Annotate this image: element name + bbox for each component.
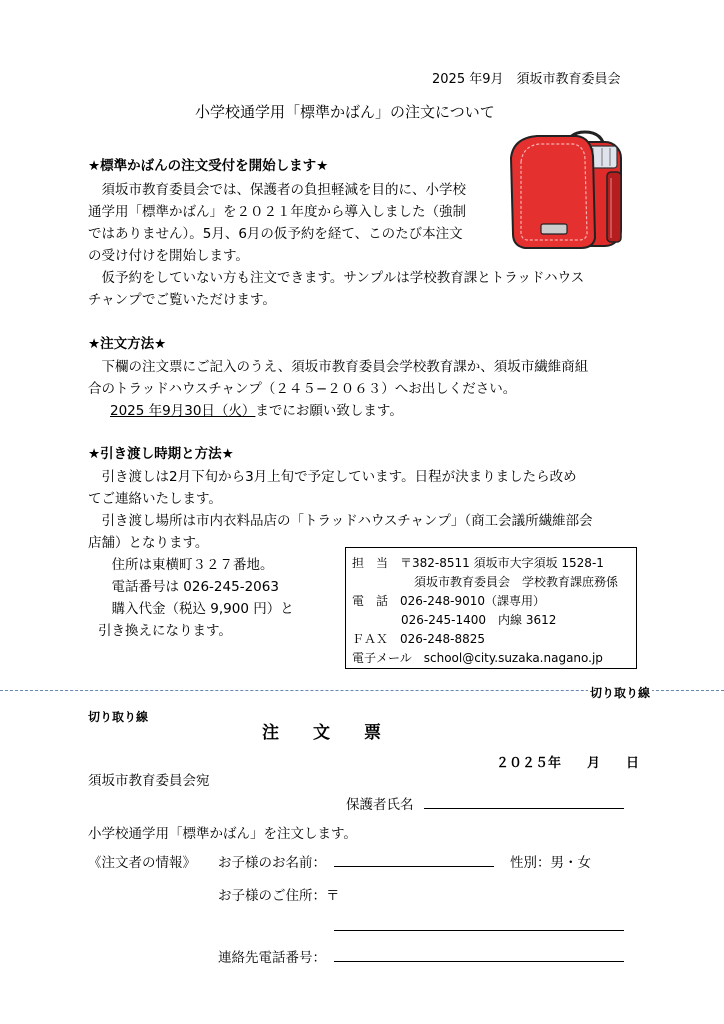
deadline-suffix: までにお願い致します。: [255, 403, 403, 419]
contact-box: [345, 547, 637, 669]
contact-phone-label: 連絡先電話番号：: [218, 950, 326, 966]
paragraph-line: 通学用「標準かばん」を２０２１年度から導入しました（強制: [88, 204, 466, 220]
contact-person: 担 当 〒382-8511 須坂市大字須坂 1528-1: [352, 556, 604, 570]
paragraph-line: ではありません）。5月、6月の仮予約を経て、このたび本注文: [88, 226, 463, 242]
contact-fax: ＦＡＸ 026-248-8825: [352, 632, 486, 646]
child-name-label: お子様のお名前：: [218, 855, 326, 871]
child-address-label: お子様のご住所：〒: [218, 888, 340, 904]
contact-phone-2: 026-245-1400 内線 3612: [401, 613, 557, 627]
section-heading-delivery: ★引き渡し時期と方法★: [88, 446, 234, 462]
paragraph-line: てご連絡いたします。: [88, 491, 222, 507]
paragraph-line: 店舗）となります。: [88, 535, 209, 551]
paragraph-line: 引き渡し場所は市内衣料品店の「トラッドハウスチャンプ」（商工会議所繊維部会: [88, 513, 593, 529]
cut-label-right: 切り取り線: [590, 686, 651, 700]
paragraph-line: 仮予約をしていない方も注文できます。サンプルは学校教育課とトラッドハウス: [88, 270, 585, 286]
school-bag-illustration: [507, 128, 637, 250]
contact-phone: 電 話 026-248-9010（課専用）: [352, 594, 546, 608]
order-statement: 小学校通学用「標準かばん」を注文します。: [88, 826, 357, 842]
paragraph-line: の受け付けを開始します。: [88, 248, 249, 264]
delivery-exchange: 引き換えになります。: [98, 623, 232, 639]
child-name-field[interactable]: [334, 866, 494, 867]
deadline-line: [110, 399, 403, 419]
paragraph-line: チャンプでご覧いただけます。: [88, 292, 276, 308]
child-address-field[interactable]: [334, 930, 624, 931]
gender-label[interactable]: 性別：男・女: [510, 855, 591, 871]
date-org: 2025 年9月 須坂市教育委員会: [432, 72, 621, 87]
delivery-phone: 電話番号は 026-245-2063: [98, 579, 279, 595]
page-title: 小学校通学用「標準かばん」の注文について: [195, 103, 495, 121]
guardian-name-field[interactable]: [424, 808, 624, 809]
section-heading-start: ★標準かばんの注文受付を開始します★: [88, 158, 329, 174]
cut-label-left: 切り取り線: [88, 710, 149, 724]
contact-email: 電子メール school@city.suzaka.nagano.jp: [352, 651, 603, 665]
deadline-date: 2025 年9月30日（火）: [110, 403, 256, 419]
paragraph-line: 下欄の注文票にご記入のうえ、須坂市教育委員会学校教育課か、須坂市繊維商組: [88, 359, 589, 375]
contact-department: 須坂市教育委員会 学校教育課庶務係: [414, 575, 619, 589]
paragraph-line: 引き渡しは2月下旬から3月上旬で予定しています。日程が決まりましたら改め: [88, 469, 577, 485]
delivery-price: 購入代金（税込 9,900 円）と: [98, 601, 294, 617]
guardian-name-label: 保護者氏名: [346, 797, 414, 813]
orderer-info-label: 《注文者の情報》: [88, 855, 196, 871]
contact-phone-field[interactable]: [334, 961, 624, 962]
paragraph-line: 合のトラッドハウスチャンプ（２４５−２０６３）へお出しください。: [88, 381, 517, 397]
delivery-address: 住所は東横町３２７番地。: [98, 557, 274, 573]
form-addressee: 須坂市教育委員会宛: [88, 773, 210, 789]
form-title: 注 文 票: [262, 723, 381, 743]
form-date: ２０２５年 月 日: [496, 756, 640, 771]
section-heading-method: ★注文方法★: [88, 336, 167, 352]
paragraph-line: 須坂市教育委員会では、保護者の負担軽減を目的に、小学校: [88, 182, 466, 198]
